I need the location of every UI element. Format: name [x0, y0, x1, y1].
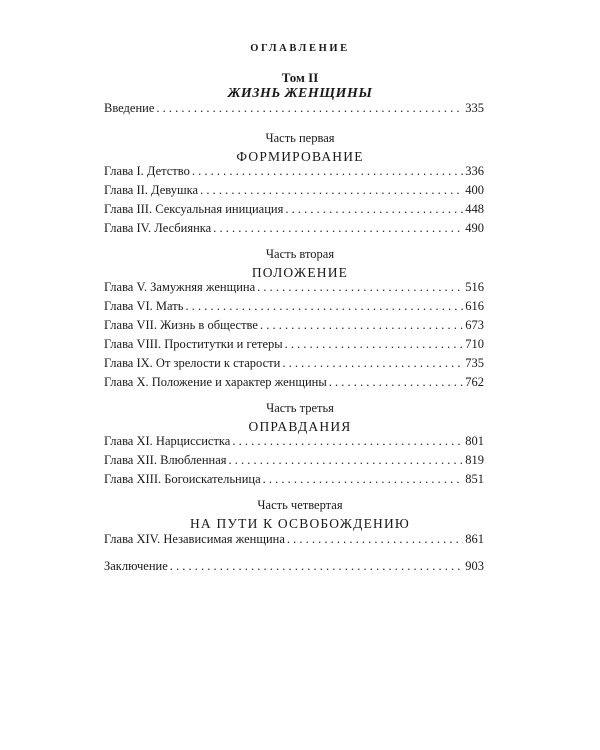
part-title: ПОЛОЖЕНИЕ: [251, 265, 349, 280]
dot-leader: [232, 432, 463, 450]
dot-leader: [260, 316, 463, 334]
entry-page: 735: [465, 356, 484, 370]
entry-page: 400: [465, 183, 484, 197]
entry-title: Глава V. Замужняя женщина: [104, 280, 256, 294]
dot-leader: [192, 162, 463, 180]
entry-title: Глава XIII. Богоискательница: [104, 472, 261, 486]
entry-title: Глава VII. Жизнь в обществе: [104, 318, 258, 332]
part-header-1: [0, 130, 600, 165]
volume-header: [0, 70, 600, 102]
entry-title: Глава VIII. Проститутки и гетеры: [104, 337, 283, 351]
entry-title: Заключение: [104, 559, 168, 573]
entry-title: Глава I. Детство: [104, 164, 190, 178]
toc-entry[interactable]: [104, 200, 484, 218]
entry-title: Глава X. Положение и характер женщины: [104, 375, 327, 389]
entry-page: 490: [465, 221, 484, 235]
entry-page: 801: [465, 434, 484, 448]
toc-entry[interactable]: [104, 373, 484, 391]
entry-title: Глава XIV. Независимая женщина: [104, 532, 285, 546]
dot-leader: [156, 99, 463, 117]
dot-leader: [257, 278, 463, 296]
entry-title: Глава II. Девушка: [104, 183, 199, 197]
entry-page: 448: [465, 202, 484, 216]
entry-title: Глава III. Сексуальная инициация: [104, 202, 284, 216]
toc-entry-intro[interactable]: [104, 99, 484, 117]
toc-entry[interactable]: [104, 451, 484, 469]
entry-page: 762: [465, 375, 484, 389]
dot-leader: [285, 200, 463, 218]
entry-page: 710: [465, 337, 484, 351]
part-title: ОПРАВДАНИЯ: [248, 419, 352, 434]
toc-entry[interactable]: [104, 219, 484, 237]
part-header-2: [0, 246, 600, 281]
entry-page: 673: [465, 318, 484, 332]
dot-leader: [229, 451, 464, 469]
toc-entry[interactable]: [104, 278, 484, 296]
toc-entry[interactable]: [104, 432, 484, 450]
entry-title: Глава VI. Мать: [104, 299, 184, 313]
toc-entry[interactable]: [104, 530, 484, 548]
toc-entry[interactable]: [104, 354, 484, 372]
volume-label: Том II: [281, 70, 319, 85]
part-label: Часть четвертая: [257, 498, 343, 512]
entry-title: Глава XI. Нарциссистка: [104, 434, 231, 448]
part-title: ФОРМИРОВАНИЕ: [236, 149, 364, 164]
dot-leader: [213, 219, 463, 237]
entry-page: 616: [465, 299, 484, 313]
entry-page: 903: [465, 559, 484, 573]
toc-entry[interactable]: [104, 335, 484, 353]
dot-leader: [282, 354, 463, 372]
toc-entry[interactable]: [104, 162, 484, 180]
toc-entry[interactable]: [104, 181, 484, 199]
entry-title: Глава IV. Лесбиянка: [104, 221, 212, 235]
entry-page: 851: [465, 472, 484, 486]
part-label: Часть третья: [266, 401, 334, 415]
entry-page: 861: [465, 532, 484, 546]
dot-leader: [329, 373, 463, 391]
toc-entry[interactable]: [104, 470, 484, 488]
entry-title: Глава XII. Влюбленная: [104, 453, 227, 467]
toc-entry[interactable]: [104, 297, 484, 315]
dot-leader: [285, 335, 464, 353]
dot-leader: [287, 530, 463, 548]
toc-entry-conclusion[interactable]: [104, 557, 484, 575]
volume-title: ЖИЗНЬ ЖЕНЩИНЫ: [227, 86, 373, 101]
part-label: Часть вторая: [265, 247, 335, 261]
dot-leader: [185, 297, 463, 315]
entry-title: Глава IX. От зрелости к старости: [104, 356, 281, 370]
entry-page: 516: [465, 280, 484, 294]
dot-leader: [200, 181, 463, 199]
part-header-3: [0, 400, 600, 435]
part-header-4: [0, 497, 600, 532]
toc-heading: ОГЛАВЛЕНИЕ: [250, 43, 350, 54]
entry-title: Введение: [104, 101, 155, 115]
dot-leader: [170, 557, 464, 575]
dot-leader: [263, 470, 464, 488]
entry-page: 336: [465, 164, 484, 178]
entry-page: 819: [465, 453, 484, 467]
toc-entry[interactable]: [104, 316, 484, 334]
part-title: НА ПУТИ К ОСВОБОЖДЕНИЮ: [189, 516, 410, 531]
entry-page: 335: [465, 101, 484, 115]
part-label: Часть первая: [265, 131, 335, 145]
